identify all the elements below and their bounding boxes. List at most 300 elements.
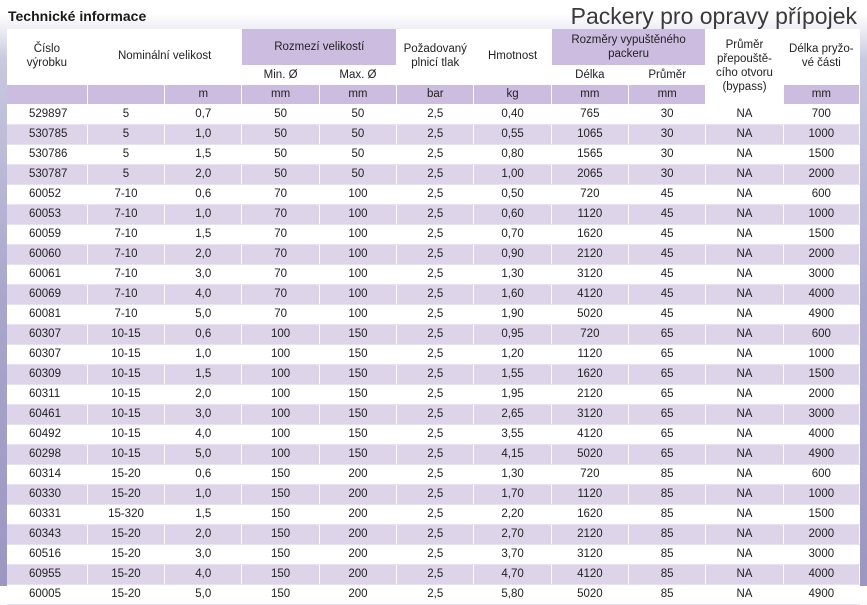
cell-rubber-length: 4900 <box>783 584 859 604</box>
cell-bypass: NA <box>706 544 783 564</box>
cell-nominal-size-m: 1,5 <box>165 144 242 164</box>
cell-bypass: NA <box>706 504 783 524</box>
cell-weight: 1,95 <box>474 384 551 404</box>
table-row <box>7 224 860 244</box>
unit-pressure: bar <box>397 84 474 104</box>
cell-diameter: 65 <box>629 344 706 364</box>
cell-length: 5020 <box>551 444 628 464</box>
cell-length: 1620 <box>551 504 628 524</box>
cell-nominal-size: 10-15 <box>87 364 164 384</box>
cell-nominal-size-m: 0,7 <box>165 104 242 124</box>
table-body <box>7 104 860 604</box>
cell-product-number: 60307 <box>7 344 87 364</box>
cell-min-d: 150 <box>242 584 319 604</box>
header-min-d: Min. Ø <box>242 65 319 84</box>
cell-diameter: 45 <box>629 184 706 204</box>
table-row <box>7 204 860 224</box>
cell-nominal-size-m: 2,0 <box>165 244 242 264</box>
cell-weight: 3,70 <box>474 544 551 564</box>
table-row <box>7 344 860 364</box>
cell-nominal-size-m: 1,0 <box>165 344 242 364</box>
header-max-d: Max. Ø <box>319 65 396 84</box>
cell-diameter: 85 <box>629 544 706 564</box>
cell-min-d: 50 <box>242 144 319 164</box>
cell-weight: 0,70 <box>474 224 551 244</box>
cell-pressure: 2,5 <box>397 104 474 124</box>
cell-max-d: 200 <box>319 544 396 564</box>
cell-min-d: 150 <box>242 484 319 504</box>
cell-min-d: 70 <box>242 264 319 284</box>
cell-nominal-size: 10-15 <box>87 384 164 404</box>
cell-nominal-size: 10-15 <box>87 444 164 464</box>
cell-product-number: 60492 <box>7 424 87 444</box>
table-row <box>7 324 860 344</box>
cell-bypass: NA <box>706 224 783 244</box>
cell-rubber-length: 600 <box>783 464 859 484</box>
cell-bypass: NA <box>706 344 783 364</box>
cell-product-number: 530786 <box>7 144 87 164</box>
cell-product-number: 60461 <box>7 404 87 424</box>
cell-nominal-size-m: 1,0 <box>165 204 242 224</box>
cell-bypass: NA <box>706 444 783 464</box>
cell-weight: 4,15 <box>474 444 551 464</box>
table-row <box>7 464 860 484</box>
cell-min-d: 50 <box>242 124 319 144</box>
cell-length: 3120 <box>551 544 628 564</box>
cell-rubber-length: 3000 <box>783 404 859 424</box>
table-row <box>7 384 860 404</box>
header-length: Délka <box>551 65 628 84</box>
cell-nominal-size-m: 0,6 <box>165 184 242 204</box>
cell-nominal-size: 7-10 <box>87 284 164 304</box>
cell-nominal-size: 5 <box>87 104 164 124</box>
cell-max-d: 100 <box>319 204 396 224</box>
cell-length: 720 <box>551 324 628 344</box>
cell-nominal-size: 5 <box>87 124 164 144</box>
cell-nominal-size-m: 0,6 <box>165 464 242 484</box>
table-row <box>7 524 860 544</box>
cell-diameter: 45 <box>629 204 706 224</box>
cell-max-d: 150 <box>319 444 396 464</box>
cell-nominal-size-m: 1,0 <box>165 484 242 504</box>
cell-nominal-size-m: 0,6 <box>165 324 242 344</box>
cell-length: 1620 <box>551 364 628 384</box>
cell-nominal-size-m: 4,0 <box>165 564 242 584</box>
page-title: Packery pro opravy přípojek <box>570 3 857 29</box>
cell-max-d: 150 <box>319 324 396 344</box>
cell-nominal-size-m: 5,0 <box>165 304 242 324</box>
cell-length: 5020 <box>551 304 628 324</box>
cell-length: 720 <box>551 184 628 204</box>
cell-product-number: 60059 <box>7 224 87 244</box>
cell-max-d: 200 <box>319 584 396 604</box>
cell-nominal-size-m: 3,0 <box>165 264 242 284</box>
cell-nominal-size: 10-15 <box>87 344 164 364</box>
cell-bypass: NA <box>706 584 783 604</box>
cell-min-d: 70 <box>242 284 319 304</box>
cell-product-number: 60061 <box>7 264 87 284</box>
cell-nominal-size-m: 4,0 <box>165 284 242 304</box>
cell-pressure: 2,5 <box>397 264 474 284</box>
cell-pressure: 2,5 <box>397 564 474 584</box>
cell-max-d: 150 <box>319 344 396 364</box>
cell-diameter: 65 <box>629 444 706 464</box>
cell-min-d: 150 <box>242 464 319 484</box>
cell-min-d: 150 <box>242 564 319 584</box>
cell-pressure: 2,5 <box>397 124 474 144</box>
cell-diameter: 45 <box>629 304 706 324</box>
cell-pressure: 2,5 <box>397 444 474 464</box>
cell-diameter: 65 <box>629 404 706 424</box>
cell-weight: 1,55 <box>474 364 551 384</box>
cell-min-d: 100 <box>242 384 319 404</box>
cell-bypass: NA <box>706 264 783 284</box>
cell-pressure: 2,5 <box>397 424 474 444</box>
cell-weight: 2,65 <box>474 404 551 424</box>
cell-length: 2120 <box>551 384 628 404</box>
cell-product-number: 60052 <box>7 184 87 204</box>
cell-length: 1120 <box>551 484 628 504</box>
cell-nominal-size-m: 1,0 <box>165 124 242 144</box>
cell-length: 1120 <box>551 344 628 364</box>
cell-rubber-length: 4000 <box>783 424 859 444</box>
cell-weight: 0,90 <box>474 244 551 264</box>
cell-pressure: 2,5 <box>397 164 474 184</box>
cell-pressure: 2,5 <box>397 284 474 304</box>
cell-diameter: 45 <box>629 224 706 244</box>
unit-product-number <box>7 84 87 104</box>
cell-nominal-size: 15-20 <box>87 544 164 564</box>
cell-bypass: NA <box>706 364 783 384</box>
unit-rubber-length: mm <box>783 84 859 104</box>
header-product-number: Číslo výrobku <box>7 29 87 84</box>
cell-bypass: NA <box>706 404 783 424</box>
header-deflated-dims: Rozměry vypuštěného packeru <box>551 29 706 65</box>
cell-nominal-size: 7-10 <box>87 304 164 324</box>
cell-length: 1120 <box>551 204 628 224</box>
cell-pressure: 2,5 <box>397 544 474 564</box>
cell-weight: 1,00 <box>474 164 551 184</box>
cell-weight: 1,60 <box>474 284 551 304</box>
cell-nominal-size: 7-10 <box>87 184 164 204</box>
cell-length: 2120 <box>551 524 628 544</box>
cell-weight: 4,70 <box>474 564 551 584</box>
table-row <box>7 564 860 584</box>
cell-weight: 2,70 <box>474 524 551 544</box>
cell-weight: 2,20 <box>474 504 551 524</box>
cell-nominal-size: 15-20 <box>87 584 164 604</box>
spec-table <box>7 29 860 605</box>
cell-bypass: NA <box>706 564 783 584</box>
cell-rubber-length: 2000 <box>783 244 859 264</box>
cell-pressure: 2,5 <box>397 584 474 604</box>
cell-nominal-size: 15-320 <box>87 504 164 524</box>
spec-table-frame <box>7 29 860 600</box>
cell-rubber-length: 600 <box>783 324 859 344</box>
cell-max-d: 50 <box>319 104 396 124</box>
cell-nominal-size: 15-20 <box>87 484 164 504</box>
table-row <box>7 284 860 304</box>
cell-max-d: 50 <box>319 124 396 144</box>
cell-min-d: 150 <box>242 524 319 544</box>
cell-length: 720 <box>551 464 628 484</box>
cell-pressure: 2,5 <box>397 404 474 424</box>
cell-nominal-size: 5 <box>87 144 164 164</box>
cell-bypass: NA <box>706 284 783 304</box>
cell-rubber-length: 2000 <box>783 524 859 544</box>
cell-product-number: 530785 <box>7 124 87 144</box>
cell-rubber-length: 2000 <box>783 384 859 404</box>
cell-product-number: 60343 <box>7 524 87 544</box>
cell-rubber-length: 4000 <box>783 564 859 584</box>
cell-nominal-size: 15-20 <box>87 464 164 484</box>
section-title: Technické informace <box>8 8 147 24</box>
cell-pressure: 2,5 <box>397 504 474 524</box>
cell-nominal-size: 10-15 <box>87 404 164 424</box>
cell-nominal-size: 5 <box>87 164 164 184</box>
cell-length: 1065 <box>551 124 628 144</box>
cell-bypass: NA <box>706 164 783 184</box>
cell-product-number: 529897 <box>7 104 87 124</box>
cell-max-d: 150 <box>319 424 396 444</box>
header-bar <box>0 0 867 30</box>
cell-max-d: 150 <box>319 404 396 424</box>
cell-rubber-length: 1000 <box>783 204 859 224</box>
unit-length: mm <box>551 84 628 104</box>
cell-nominal-size: 10-15 <box>87 424 164 444</box>
cell-rubber-length: 700 <box>783 104 859 124</box>
cell-diameter: 45 <box>629 284 706 304</box>
cell-diameter: 45 <box>629 244 706 264</box>
header-bypass: Průměr přepouště-cího otvoru (bypass) <box>706 29 783 104</box>
cell-nominal-size-m: 2,0 <box>165 384 242 404</box>
cell-product-number: 60309 <box>7 364 87 384</box>
header-rubber-length: Délka pryžo-vé části <box>783 29 859 84</box>
table-row <box>7 444 860 464</box>
unit-min-d: mm <box>242 84 319 104</box>
cell-product-number: 60069 <box>7 284 87 304</box>
cell-nominal-size-m: 1,5 <box>165 504 242 524</box>
table-row <box>7 364 860 384</box>
cell-weight: 0,55 <box>474 124 551 144</box>
unit-max-d: mm <box>319 84 396 104</box>
header-nominal-size: Nominální velikost <box>87 29 242 84</box>
table-row <box>7 484 860 504</box>
cell-bypass: NA <box>706 324 783 344</box>
cell-nominal-size-m: 5,0 <box>165 444 242 464</box>
cell-diameter: 30 <box>629 164 706 184</box>
cell-rubber-length: 1500 <box>783 144 859 164</box>
cell-nominal-size: 7-10 <box>87 224 164 244</box>
cell-max-d: 50 <box>319 164 396 184</box>
cell-diameter: 85 <box>629 504 706 524</box>
cell-product-number: 60005 <box>7 584 87 604</box>
cell-rubber-length: 4900 <box>783 304 859 324</box>
cell-min-d: 70 <box>242 224 319 244</box>
cell-bypass: NA <box>706 184 783 204</box>
cell-diameter: 85 <box>629 524 706 544</box>
cell-pressure: 2,5 <box>397 184 474 204</box>
cell-min-d: 50 <box>242 104 319 124</box>
cell-nominal-size: 7-10 <box>87 264 164 284</box>
cell-min-d: 150 <box>242 544 319 564</box>
cell-rubber-length: 4900 <box>783 444 859 464</box>
cell-nominal-size-m: 4,0 <box>165 424 242 444</box>
table-row <box>7 584 860 604</box>
cell-pressure: 2,5 <box>397 524 474 544</box>
cell-rubber-length: 3000 <box>783 264 859 284</box>
cell-pressure: 2,5 <box>397 484 474 504</box>
table-row <box>7 544 860 564</box>
cell-length: 3120 <box>551 404 628 424</box>
cell-bypass: NA <box>706 144 783 164</box>
cell-rubber-length: 3000 <box>783 544 859 564</box>
cell-weight: 0,50 <box>474 184 551 204</box>
table-row <box>7 424 860 444</box>
cell-max-d: 200 <box>319 564 396 584</box>
cell-bypass: NA <box>706 524 783 544</box>
cell-max-d: 100 <box>319 244 396 264</box>
cell-max-d: 200 <box>319 504 396 524</box>
cell-nominal-size: 15-20 <box>87 524 164 544</box>
cell-nominal-size-m: 2,0 <box>165 524 242 544</box>
cell-pressure: 2,5 <box>397 384 474 404</box>
header-weight: Hmotnost <box>474 29 551 84</box>
cell-max-d: 150 <box>319 364 396 384</box>
cell-weight: 1,20 <box>474 344 551 364</box>
cell-pressure: 2,5 <box>397 144 474 164</box>
table-row <box>7 164 860 184</box>
cell-diameter: 30 <box>629 124 706 144</box>
cell-weight: 0,60 <box>474 204 551 224</box>
cell-length: 2120 <box>551 244 628 264</box>
cell-min-d: 100 <box>242 324 319 344</box>
cell-nominal-size-m: 5,0 <box>165 584 242 604</box>
cell-length: 3120 <box>551 264 628 284</box>
cell-rubber-length: 4000 <box>783 284 859 304</box>
cell-bypass: NA <box>706 104 783 124</box>
cell-nominal-size-m: 3,0 <box>165 404 242 424</box>
cell-product-number: 60298 <box>7 444 87 464</box>
cell-rubber-length: 1000 <box>783 344 859 364</box>
cell-pressure: 2,5 <box>397 244 474 264</box>
cell-weight: 0,80 <box>474 144 551 164</box>
table-row <box>7 504 860 524</box>
unit-nominal-size: m <box>165 84 242 104</box>
cell-nominal-size-m: 2,0 <box>165 164 242 184</box>
cell-product-number: 60330 <box>7 484 87 504</box>
cell-rubber-length: 1500 <box>783 364 859 384</box>
header-required-pressure: Požadovaný plnicí tlak <box>397 29 474 84</box>
cell-product-number: 60053 <box>7 204 87 224</box>
cell-rubber-length: 1500 <box>783 224 859 244</box>
cell-diameter: 65 <box>629 324 706 344</box>
cell-bypass: NA <box>706 464 783 484</box>
cell-max-d: 100 <box>319 304 396 324</box>
cell-length: 4120 <box>551 284 628 304</box>
cell-product-number: 60331 <box>7 504 87 524</box>
cell-length: 4120 <box>551 564 628 584</box>
cell-rubber-length: 2000 <box>783 164 859 184</box>
table-row <box>7 244 860 264</box>
cell-weight: 0,40 <box>474 104 551 124</box>
cell-rubber-length: 1000 <box>783 484 859 504</box>
cell-product-number: 60311 <box>7 384 87 404</box>
cell-weight: 1,30 <box>474 264 551 284</box>
table-row <box>7 304 860 324</box>
cell-max-d: 100 <box>319 184 396 204</box>
cell-min-d: 100 <box>242 364 319 384</box>
cell-product-number: 60060 <box>7 244 87 264</box>
cell-max-d: 100 <box>319 264 396 284</box>
cell-weight: 0,95 <box>474 324 551 344</box>
header-diameter: Průměr <box>629 65 706 84</box>
cell-weight: 1,70 <box>474 484 551 504</box>
cell-pressure: 2,5 <box>397 204 474 224</box>
cell-max-d: 50 <box>319 144 396 164</box>
cell-min-d: 50 <box>242 164 319 184</box>
cell-bypass: NA <box>706 204 783 224</box>
cell-min-d: 70 <box>242 184 319 204</box>
cell-rubber-length: 1500 <box>783 504 859 524</box>
cell-nominal-size: 10-15 <box>87 324 164 344</box>
cell-min-d: 70 <box>242 204 319 224</box>
unit-weight: kg <box>474 84 551 104</box>
cell-diameter: 85 <box>629 584 706 604</box>
cell-weight: 1,90 <box>474 304 551 324</box>
cell-nominal-size: 7-10 <box>87 244 164 264</box>
cell-pressure: 2,5 <box>397 224 474 244</box>
cell-diameter: 65 <box>629 364 706 384</box>
cell-length: 1620 <box>551 224 628 244</box>
cell-min-d: 100 <box>242 424 319 444</box>
cell-max-d: 100 <box>319 224 396 244</box>
unit-nominal-size-blank <box>87 84 164 104</box>
cell-max-d: 200 <box>319 484 396 504</box>
cell-nominal-size-m: 3,0 <box>165 544 242 564</box>
cell-rubber-length: 600 <box>783 184 859 204</box>
cell-min-d: 100 <box>242 444 319 464</box>
cell-weight: 5,80 <box>474 584 551 604</box>
cell-product-number: 60955 <box>7 564 87 584</box>
cell-bypass: NA <box>706 484 783 504</box>
cell-product-number: 530787 <box>7 164 87 184</box>
cell-length: 2065 <box>551 164 628 184</box>
cell-pressure: 2,5 <box>397 324 474 344</box>
cell-nominal-size-m: 1,5 <box>165 364 242 384</box>
cell-length: 4120 <box>551 424 628 444</box>
table-row <box>7 264 860 284</box>
table-row <box>7 144 860 164</box>
cell-pressure: 2,5 <box>397 344 474 364</box>
cell-diameter: 85 <box>629 484 706 504</box>
cell-nominal-size: 7-10 <box>87 204 164 224</box>
table-row <box>7 104 860 124</box>
cell-product-number: 60081 <box>7 304 87 324</box>
cell-pressure: 2,5 <box>397 464 474 484</box>
unit-diameter: mm <box>629 84 706 104</box>
cell-bypass: NA <box>706 124 783 144</box>
cell-diameter: 45 <box>629 264 706 284</box>
header-size-range: Rozmezí velikostí <box>242 29 397 65</box>
cell-product-number: 60516 <box>7 544 87 564</box>
cell-bypass: NA <box>706 424 783 444</box>
cell-min-d: 70 <box>242 244 319 264</box>
cell-diameter: 30 <box>629 144 706 164</box>
cell-weight: 1,30 <box>474 464 551 484</box>
cell-max-d: 150 <box>319 384 396 404</box>
cell-weight: 3,55 <box>474 424 551 444</box>
